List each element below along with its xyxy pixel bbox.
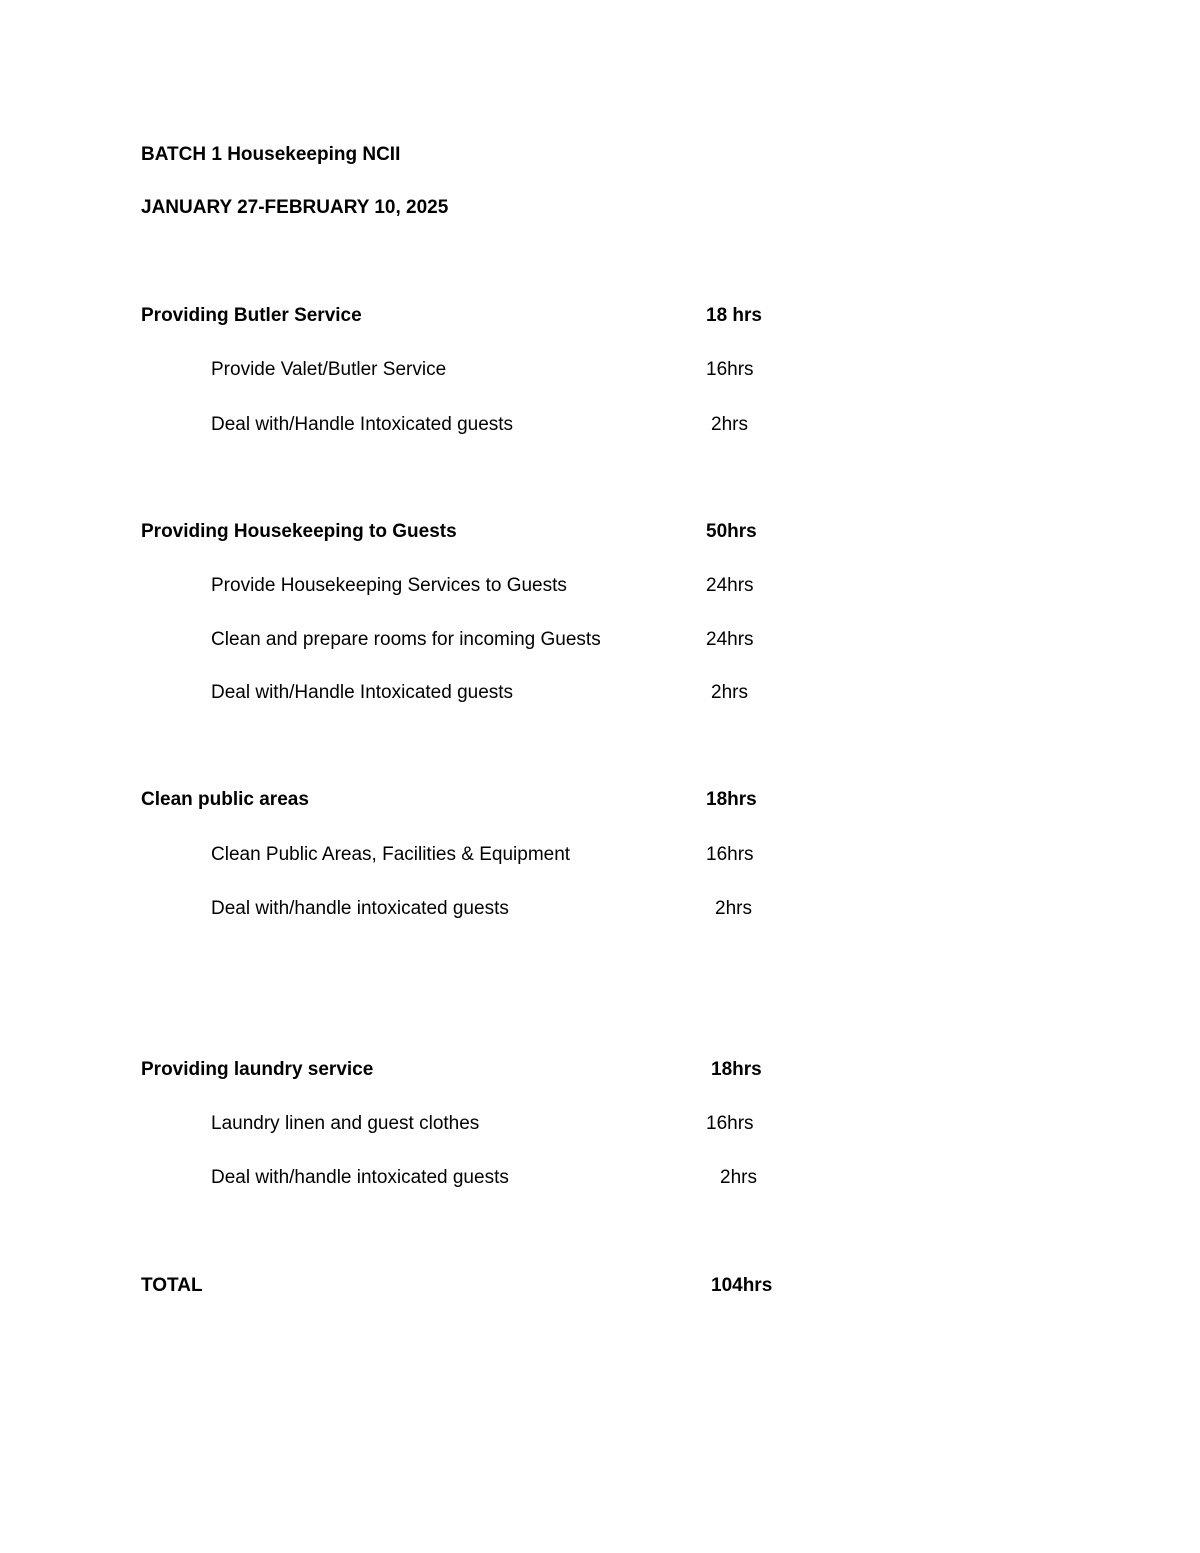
section-hours-butler-service: 18 hrs xyxy=(706,305,762,326)
item-hours: 2hrs xyxy=(711,414,748,435)
item-hours: 2hrs xyxy=(720,1167,757,1188)
date-range: JANUARY 27-FEBRUARY 10, 2025 xyxy=(141,197,449,218)
total-hours: 104hrs xyxy=(711,1275,773,1296)
item-hours: 16hrs xyxy=(706,1113,754,1134)
section-hours-laundry-service: 18hrs xyxy=(711,1059,762,1080)
item-label: Deal with/Handle Intoxicated guests xyxy=(211,682,514,703)
total-label: TOTAL xyxy=(141,1275,203,1296)
item-hours: 2hrs xyxy=(711,682,748,703)
item-label: Laundry linen and guest clothes xyxy=(211,1113,480,1134)
document-title: BATCH 1 Housekeeping NCII xyxy=(141,144,401,165)
item-hours: 16hrs xyxy=(706,844,754,865)
item-hours: 2hrs xyxy=(715,898,752,919)
item-hours: 16hrs xyxy=(706,359,754,380)
item-hours: 24hrs xyxy=(706,629,754,650)
section-title-public-areas: Clean public areas xyxy=(141,789,309,810)
section-hours-public-areas: 18hrs xyxy=(706,789,757,810)
item-label: Provide Valet/Butler Service xyxy=(211,359,447,380)
item-label: Deal with/handle intoxicated guests xyxy=(211,1167,509,1188)
section-title-laundry-service: Providing laundry service xyxy=(141,1059,374,1080)
item-label: Deal with/handle intoxicated guests xyxy=(211,898,509,919)
section-hours-housekeeping-guests: 50hrs xyxy=(706,521,757,542)
item-label: Deal with/Handle Intoxicated guests xyxy=(211,414,514,435)
item-label: Clean and prepare rooms for incoming Guests xyxy=(211,629,601,650)
section-title-butler-service: Providing Butler Service xyxy=(141,305,362,326)
section-title-housekeeping-guests: Providing Housekeeping to Guests xyxy=(141,521,457,542)
item-hours: 24hrs xyxy=(706,575,754,596)
item-label: Provide Housekeeping Services to Guests xyxy=(211,575,567,596)
item-label: Clean Public Areas, Facilities & Equipment xyxy=(211,844,571,865)
